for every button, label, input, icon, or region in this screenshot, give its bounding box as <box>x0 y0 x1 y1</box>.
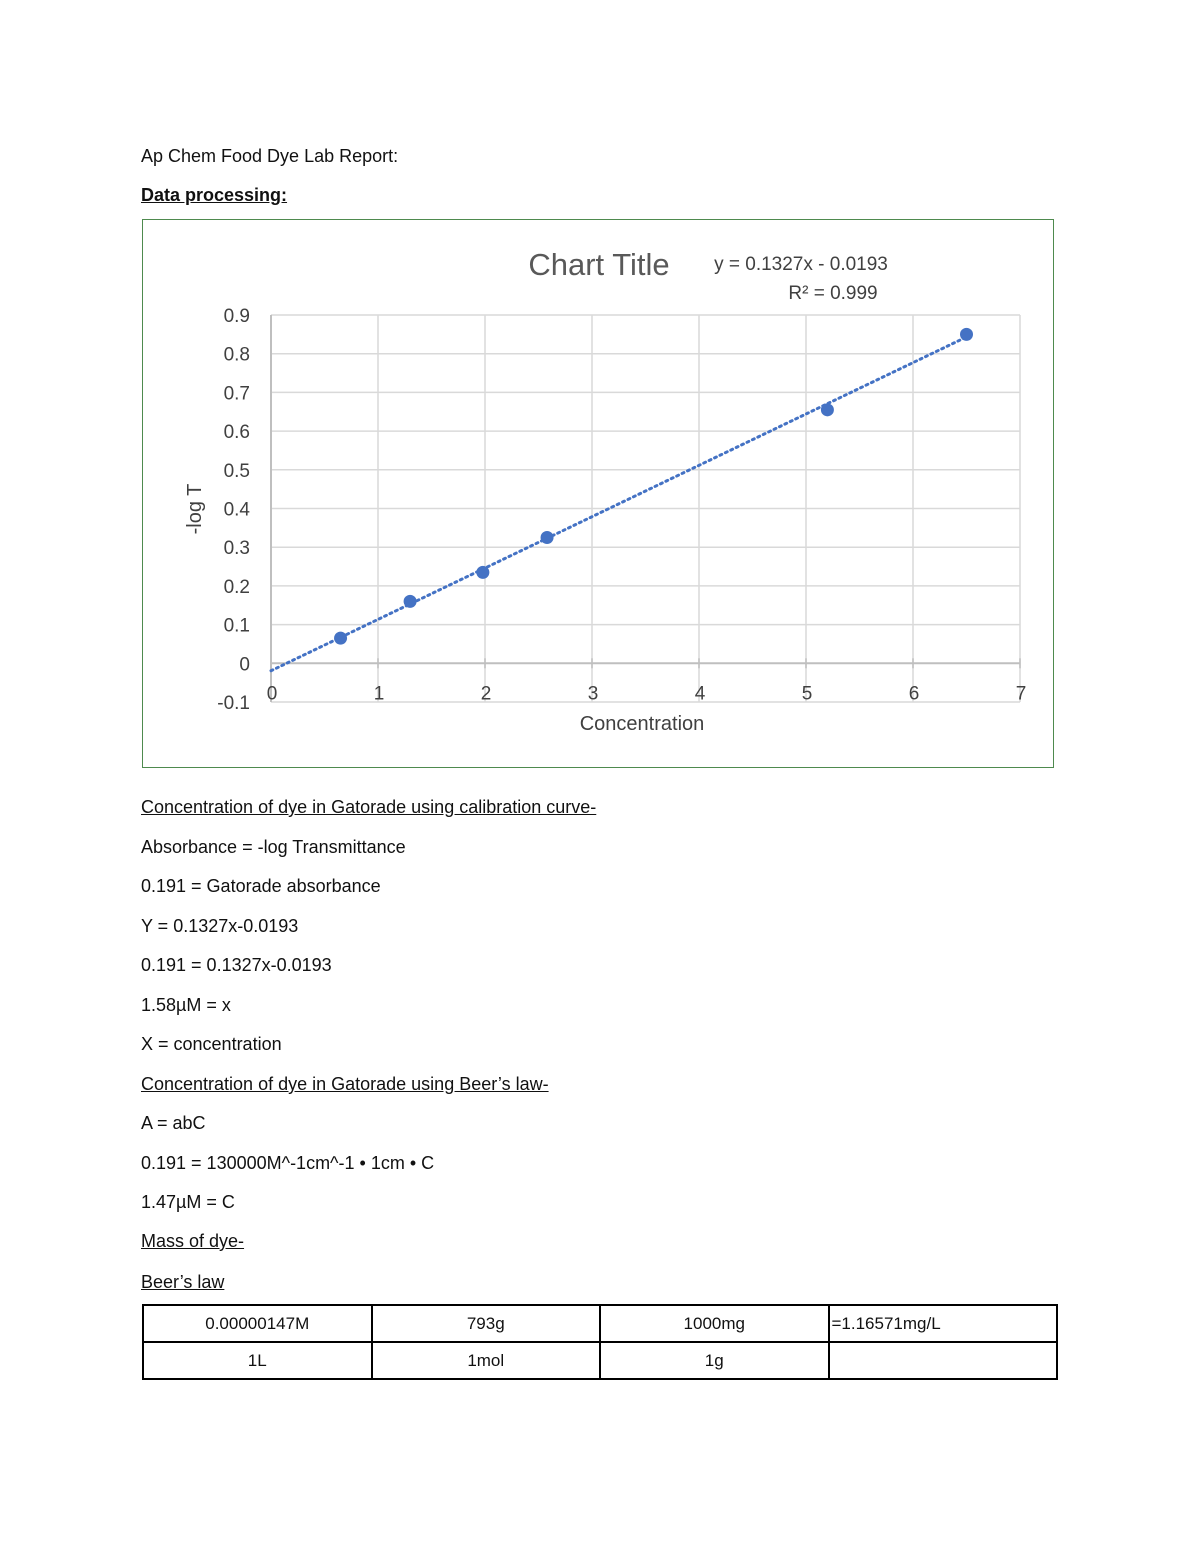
y-tick-label: 0.3 <box>223 538 250 560</box>
y-tick-label: 0.7 <box>223 383 250 405</box>
data-point <box>541 531 554 544</box>
data-point <box>821 403 834 416</box>
x-axis-title: Concentration <box>579 713 705 735</box>
data-points <box>334 328 973 645</box>
trendline-path <box>271 337 967 671</box>
table-cell: 1000mg <box>600 1305 829 1342</box>
y-axis-title: -log T <box>184 483 206 535</box>
x-tick-label: 7 <box>1015 683 1027 705</box>
table-cell: 1mol <box>372 1342 601 1379</box>
x-tick-label: 4 <box>694 683 706 705</box>
y-tick-label: -0.1 <box>217 693 250 714</box>
data-point <box>334 632 347 645</box>
x-tick-label: 1 <box>373 683 385 705</box>
calibration-line: Y = 0.1327x-0.0193 <box>141 916 299 936</box>
calibration-heading: Concentration of dye in Gatorade using calibration curve- <box>141 797 597 817</box>
y-tick-label: 0.8 <box>223 344 250 366</box>
table-cell: =1.16571mg/L <box>829 1305 1058 1342</box>
section-heading: Data processing: <box>141 185 288 205</box>
y-tick-label: 0.2 <box>223 576 250 598</box>
mass-subheading: Beer’s law <box>141 1272 225 1292</box>
table-cell <box>829 1342 1058 1379</box>
data-point <box>404 595 417 608</box>
y-tick-label: 0.5 <box>223 460 250 482</box>
beers-law-heading: Concentration of dye in Gatorade using Beer’s law- <box>141 1074 549 1094</box>
data-point <box>960 328 973 341</box>
calibration-line: 0.191 = 0.1327x-0.0193 <box>141 955 332 975</box>
x-tick-label: 5 <box>801 683 813 705</box>
y-tick-label: 0 <box>239 654 250 676</box>
beers-law-line: 0.191 = 130000M^-1cm^-1 • 1cm • C <box>141 1153 435 1173</box>
x-tick-label: 3 <box>587 683 599 705</box>
beers-law-line: A = abC <box>141 1113 206 1133</box>
calibration-line: Absorbance = -log Transmittance <box>141 837 406 857</box>
chart-title: Chart Title <box>528 247 670 282</box>
x-tick-label: 6 <box>908 683 920 705</box>
beers-law-line: 1.47µM = C <box>141 1192 235 1212</box>
mass-heading: Mass of dye- <box>141 1231 245 1251</box>
trendline <box>271 337 967 671</box>
table-cell: 1L <box>143 1342 372 1379</box>
mass-conversion-table <box>142 1304 1058 1380</box>
calibration-chart <box>142 219 1054 768</box>
table-cell: 1g <box>600 1342 829 1379</box>
document-title: Ap Chem Food Dye Lab Report: <box>141 146 399 166</box>
r-squared-label: R² = 0.999 <box>788 283 878 304</box>
calibration-line: 1.58µM = x <box>141 995 231 1015</box>
table-cell: 0.00000147M <box>143 1305 372 1342</box>
table-row <box>143 1305 1057 1342</box>
y-tick-label: 0.6 <box>223 422 250 444</box>
table-row <box>143 1342 1057 1379</box>
trendline-equation: y = 0.1327x - 0.0193 <box>714 254 888 275</box>
calibration-line: 0.191 = Gatorade absorbance <box>141 876 381 896</box>
table-cell: 793g <box>372 1305 601 1342</box>
y-tick-label: 0.4 <box>223 499 250 521</box>
x-tick-label: 0 <box>266 683 278 705</box>
data-point <box>476 566 489 579</box>
x-tick-label: 2 <box>480 683 492 705</box>
y-tick-label: 0.9 <box>223 306 250 327</box>
y-tick-label: 0.1 <box>223 615 250 637</box>
calibration-line: X = concentration <box>141 1034 282 1054</box>
chart-gridlines <box>271 315 1020 705</box>
